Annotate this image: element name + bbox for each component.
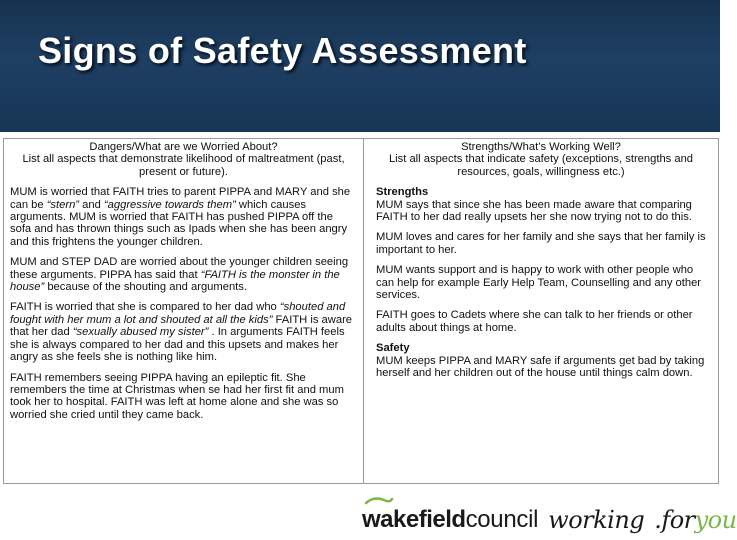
logo-w: w [362,506,381,533]
logo-working: working [548,506,645,534]
dangers-heading [4,141,363,178]
logo-swoosh-icon [364,497,394,513]
strengths-heading-title: Strengths/What’s Working Well? [461,141,621,153]
slide-header [0,0,720,132]
strengths-heading-instruction: List all aspects that indicate safety (exceptions, strengths and resources, goals, willingness etc.) [388,153,694,178]
strengths-heading [364,141,718,178]
strength-paragraph-2: MUM loves and cares for her family and she says that her family is important to her. [376,231,706,256]
logo-wakefield: akefield [380,506,466,533]
logo-council: council [465,506,539,533]
slide-title: Signs of Safety Assessment [38,30,527,71]
safety-label: Safety [376,342,410,355]
dangers-heading-title: Dangers/What are we Worried About? [89,141,278,153]
dangers-heading-instruction: List all aspects that demonstrate likelihood of maltreatment (past, present or future). [22,153,345,178]
strength-paragraph-3: MUM wants support and is happy to work with other people who can help for example Early Help Team, Counselling and any other services. [376,264,702,302]
danger-paragraph-4: FAITH remembers seeing PIPPA having an epileptic fit. She remembers the time at Christmas when se had her first fit and mum took her to hospital. FAITH was left at home alone and she was so worried she cried until they came back. [10,371,344,421]
wakefield-council-logo [362,500,737,534]
strength-paragraph-4: FAITH goes to Cadets where she can talk to her friends or other adults about things at home. [376,309,693,334]
danger-paragraph-2: MUM and STEP DAD are worried about the younger children seeing these arguments. PIPPA has said that “FAITH is the monster in the house” because of the shouting and arguments. [10,256,349,294]
dangers-column [4,139,364,483]
danger-paragraph-3: FAITH is worried that she is compared to her dad who “shouted and fought with her mum a lot and shouted at all the kids” FAITH is aware that her dad “sexually abused my sister” . In arguments FAITH feels she is always compared to her dad and this upsets and makes her angry as she feels she is nothing like him. [10,301,353,364]
strengths-label: Strengths [376,186,429,199]
logo-you: you [694,506,737,534]
strengths-column [364,139,718,483]
danger-paragraph-1: MUM is worried that FAITH tries to parent PIPPA and MARY and she can be “stern” and “aggressive towards them” which causes arguments. MUM is worried that FAITH has pushed PIPPA off the sofa and has thrown things such as Ipads when she has been angry and this frightens the younger children. [10,186,351,248]
safety-paragraph: MUM keeps PIPPA and MARY safe if arguments get bad by taking herself and her children out of the house until things calm down. [376,354,705,380]
assessment-table [3,138,719,484]
strength-paragraph-1: MUM says that since she has been made aware that comparing FAITH to her dad really upsets her she now trying not to do this. [376,198,692,224]
logo-for: .for [654,506,695,534]
